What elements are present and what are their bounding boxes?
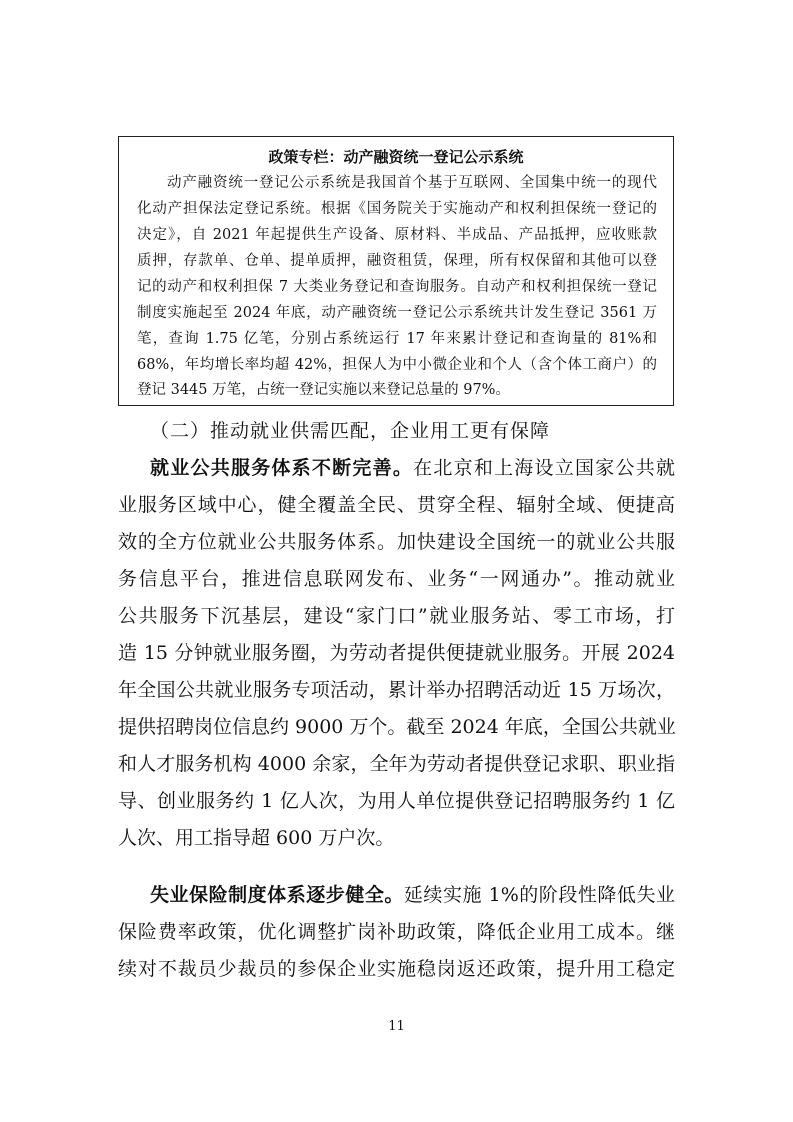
paragraph-1-line: 提供招聘岗位信息约 9000 万个。截至 2024 年底，全国公共就业 <box>118 716 676 738</box>
paragraph-2-first-rest: 延续实施 1%的阶段性降低失业 <box>403 884 675 906</box>
paragraph-2-lead: 失业保险制度体系逐步健全。 <box>150 884 404 906</box>
paragraph-1-lead: 就业公共服务体系不断完善。 <box>150 457 414 479</box>
paragraph-1-line: 业服务区域中心，健全覆盖全民、贯穿全程、辐射全域、便捷高 <box>118 494 675 516</box>
section-heading: （二）推动就业供需匹配，企业用工更有保障 <box>150 420 551 442</box>
policy-column-line: 制度实施起至 2024 年底，动产融资统一登记公示系统共计发生登记 3561 万 <box>137 305 657 321</box>
paragraph-1-line: 务信息平台，推进信息联网发布、业务“一网通办”。推动就业 <box>118 568 675 590</box>
paragraph-1-first-rest: 在北京和上海设立国家公共就 <box>413 457 675 479</box>
policy-column-line: 决定》，自 2021 年起提供生产设备、原材料、半成品、产品抵押，应收账款 <box>137 227 657 243</box>
policy-column-line: 68%，年均增长率均超 42%，担保人为中小微企业和个人（含个体工商户）的 <box>137 357 657 373</box>
policy-column-box <box>118 136 674 406</box>
policy-column-line: 质押，存款单、仓单、提单质押，融资租赁，保理，所有权保留和其他可以登 <box>137 253 657 269</box>
paragraph-1-line: 公共服务下沉基层，建设“家门口”就业服务站、零工市场，打 <box>118 605 675 627</box>
paragraph-1-line: 效的全方位就业公共服务体系。加快建设全国统一的就业公共服 <box>118 531 675 553</box>
policy-column-line: 动产融资统一登记公示系统是我国首个基于互联网、全国集中统一的现代 <box>167 175 657 191</box>
policy-column-line: 登记 3445 万笔，占统一登记实施以来登记总量的 97%。 <box>137 382 510 398</box>
policy-column-title: 政策专栏：动产融资统一登记公示系统 <box>268 148 524 166</box>
policy-column-line: 笔，查询 1.75 亿笔，分别占系统运行 17 年来累计登记和查询量的 81%和 <box>137 331 657 347</box>
paragraph-1-line: 人次、用工指导超 600 万户次。 <box>118 827 395 849</box>
paragraph-1-line: 和人才服务机构 4000 余家，全年为劳动者提供登记求职、职业指 <box>118 753 675 775</box>
paragraph-2-line: 续对不裁员少裁员的参保企业实施稳岗返还政策，提升用工稳定 <box>118 958 675 980</box>
paragraph-1-line: 年全国公共就业服务专项活动，累计举办招聘活动近 15 万场次， <box>118 679 675 701</box>
policy-column-line: 化动产担保法定登记系统。根据《国务院关于实施动产和权利担保统一登记的 <box>137 201 657 217</box>
policy-column-line: 记的动产和权利担保 7 大类业务登记和查询服务。自动产和权利担保统一登记 <box>137 279 657 295</box>
page-number: 11 <box>388 1019 405 1034</box>
paragraph-1-line: 导、创业服务约 1 亿人次，为用人单位提供登记招聘服务约 1 亿 <box>118 790 675 812</box>
paragraph-1-line: 造 15 分钟就业服务圈，为劳动者提供便捷就业服务。开展 2024 <box>118 642 675 664</box>
paragraph-2-line: 保险费率政策，优化调整扩岗补助政策，降低企业用工成本。继 <box>118 921 675 943</box>
paragraph-2-first-line <box>150 880 675 910</box>
paragraph-1-first-line <box>150 453 675 483</box>
